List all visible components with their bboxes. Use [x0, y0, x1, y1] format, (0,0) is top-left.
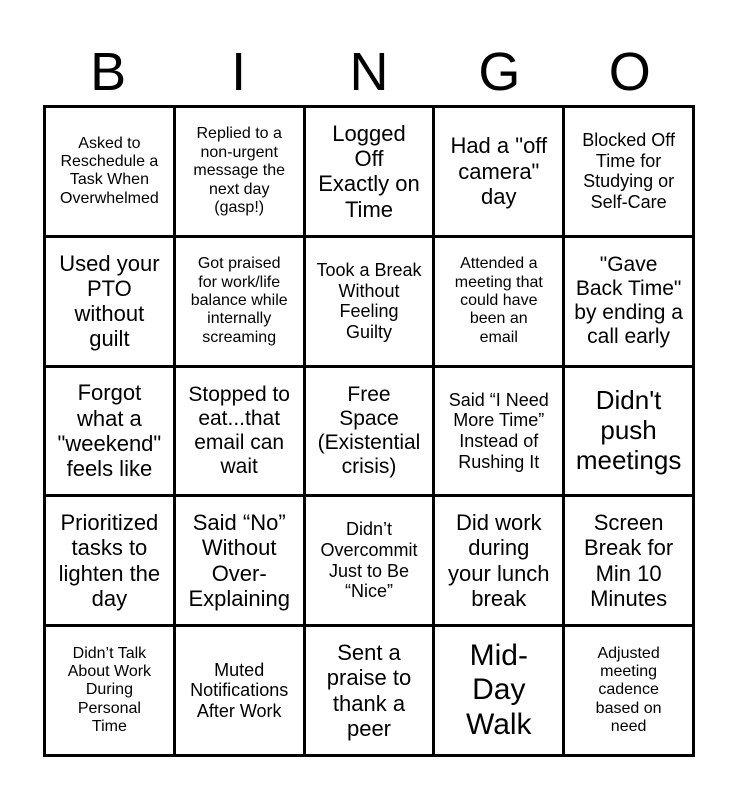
bingo-cell-r3c5[interactable] [565, 368, 692, 495]
cell-text: Blocked Off Time for Studying or Self-Care [582, 130, 675, 213]
bingo-cell-r4c3[interactable] [306, 497, 433, 624]
cell-text: Prioritized tasks to lighten the day [58, 510, 161, 612]
cell-text: Did work during your lunch break [448, 510, 550, 612]
bingo-cell-r2c5[interactable] [565, 238, 692, 365]
cell-text: Sent a praise to thank a peer [326, 640, 412, 741]
header-letter-i: I [231, 42, 247, 102]
bingo-cell-r3c3-free-space[interactable] [306, 368, 433, 495]
bingo-cell-r2c4[interactable] [435, 238, 562, 365]
bingo-cell-r1c1[interactable] [46, 108, 173, 235]
cell-text: Didn’t Overcommit Just to Be “Nice” [320, 519, 418, 602]
bingo-cell-r1c3[interactable] [306, 108, 433, 235]
cell-text: Forgot what a "weekend" feels like [57, 380, 162, 482]
header-letter-n: N [349, 42, 389, 102]
cell-text: Used your PTO without guilt [59, 250, 160, 352]
bingo-cell-r1c2[interactable] [176, 108, 303, 235]
bingo-cell-r5c5[interactable] [565, 627, 692, 754]
cell-text: Screen Break for Min 10 Minutes [583, 510, 674, 612]
cell-text: Took a Break Without Feeling Guilty [316, 259, 422, 342]
cell-text: Free Space (Existential crisis) [317, 382, 421, 479]
bingo-cell-r2c1[interactable] [46, 238, 173, 365]
cell-text: Got praised for work/life balance while internally screaming [190, 255, 288, 346]
bingo-cell-r1c5[interactable] [565, 108, 692, 235]
bingo-header [43, 38, 695, 106]
cell-text: Said “No” Without Over- Explaining [188, 510, 290, 612]
cell-text: Attended a meeting that could have been an email [454, 255, 543, 346]
bingo-cell-r3c4[interactable] [435, 368, 562, 495]
bingo-cell-r5c4[interactable] [435, 627, 562, 754]
bingo-cell-r3c2[interactable] [176, 368, 303, 495]
bingo-cell-r3c1[interactable] [46, 368, 173, 495]
header-letter-g: G [478, 42, 521, 102]
bingo-board [43, 105, 695, 757]
cell-text: Muted Notifications After Work [190, 659, 289, 721]
bingo-cell-r2c2[interactable] [176, 238, 303, 365]
cell-text: Mid- Day Walk [466, 638, 532, 741]
bingo-cell-r4c2[interactable] [176, 497, 303, 624]
cell-text: "Gave Back Time" by ending a call early [574, 252, 683, 349]
bingo-cell-r1c4[interactable] [435, 108, 562, 235]
cell-text: Stopped to eat...that email can wait [188, 382, 290, 479]
header-letter-o: O [608, 42, 651, 102]
header-letter-b: B [90, 42, 127, 102]
cell-text: Said “I Need More Time” Instead of Rushing It [448, 389, 549, 472]
bingo-cell-r4c4[interactable] [435, 497, 562, 624]
cell-text: Didn’t Talk About Work During Personal Time [67, 644, 152, 736]
cell-text: Didn't push meetings [575, 385, 682, 475]
cell-text: Logged Off Exactly on Time [318, 120, 420, 222]
bingo-cell-r5c3[interactable] [306, 627, 433, 754]
bingo-cell-r2c3[interactable] [306, 238, 433, 365]
bingo-cell-r4c5[interactable] [565, 497, 692, 624]
cell-text: Asked to Reschedule a Task When Overwhelmed [60, 134, 159, 207]
bingo-cell-r4c1[interactable] [46, 497, 173, 624]
bingo-cell-r5c2[interactable] [176, 627, 303, 754]
cell-text: Adjusted meeting cadence based on need [595, 644, 662, 736]
cell-text: Had a "off camera" day [450, 133, 548, 210]
bingo-cell-r5c1[interactable] [46, 627, 173, 754]
cell-text: Replied to a non-urgent message the next day (gasp!) [193, 125, 285, 216]
